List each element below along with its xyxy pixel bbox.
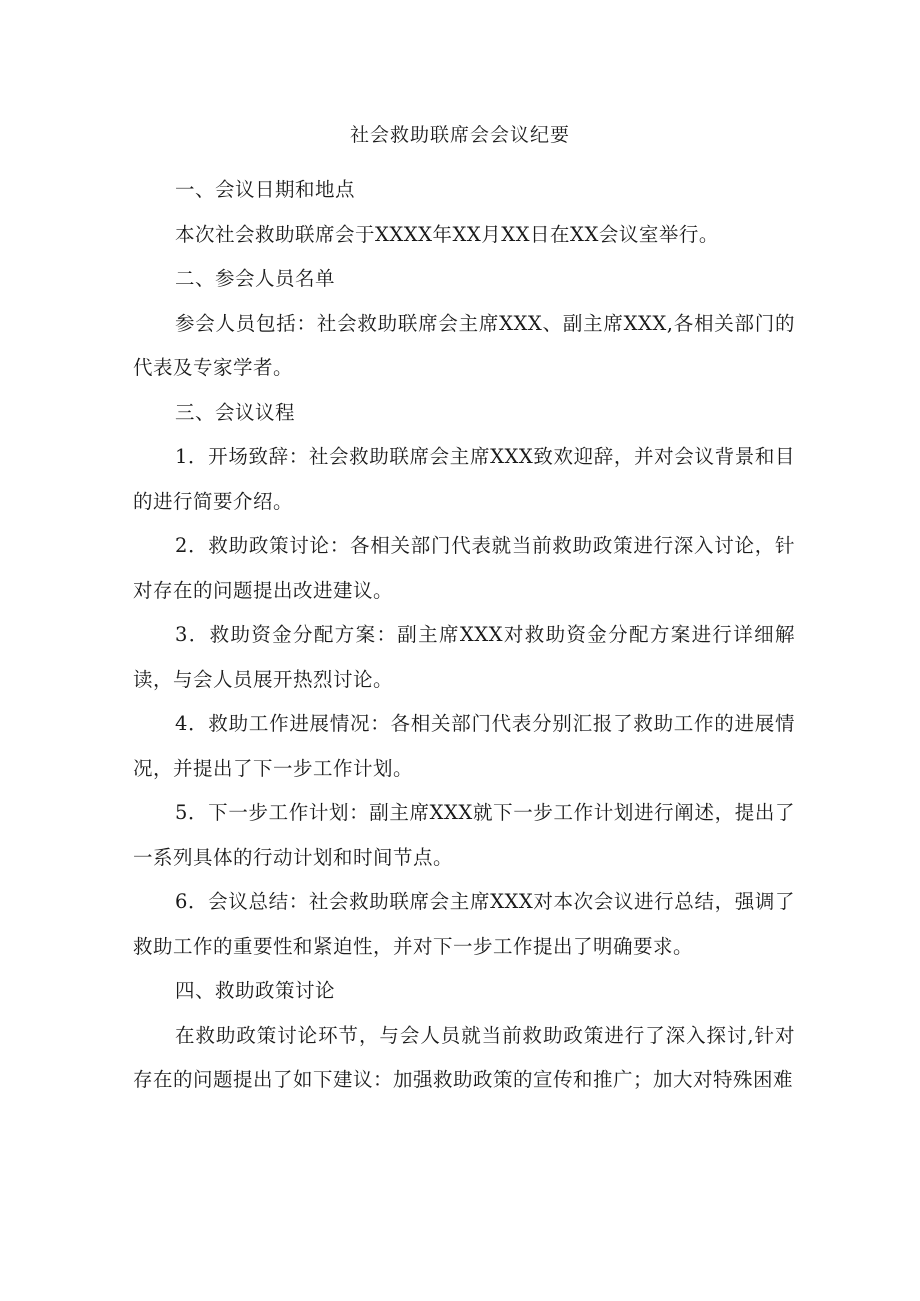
agenda-item-4: 4．救助工作进展情况：各相关部门代表分别汇报了救助工作的进展情况，并提出了下一步工作计划。 (133, 712, 795, 780)
agenda-item-2: 2．救助政策讨论：各相关部门代表就当前救助政策进行深入讨论，针对存在的问题提出改进建议。 (133, 534, 795, 602)
agenda-item-6: 6．会议总结：社会救助联席会主席XXX对本次会议进行总结，强调了救助工作的重要性和紧迫性，并对下一步工作提出了明确要求。 (133, 890, 795, 958)
section-heading-agenda: 三、会议议程 (175, 400, 296, 424)
paragraph-policy-discussion: 在救助政策讨论环节，与会人员就当前救助政策进行了深入探讨,针对存在的问题提出了如下建议：加强救助政策的宣传和推广；加大对特殊困难 (133, 1023, 795, 1091)
agenda-item-3: 3．救助资金分配方案：副主席XXX对救助资金分配方案进行详细解读，与会人员展开热烈讨论。 (133, 623, 795, 691)
agenda-item-1: 1．开场致辞：社会救助联席会主席XXX致欢迎辞，并对会议背景和目的进行简要介绍。 (133, 445, 795, 513)
paragraph-attendees: 参会人员包括：社会救助联席会主席XXX、副主席XXX,各相关部门的代表及专家学者。 (133, 311, 795, 379)
document-title: 社会救助联席会会议纪要 (349, 124, 570, 146)
section-heading-date-location: 一、会议日期和地点 (175, 178, 356, 201)
section-heading-policy-discussion: 四、救助政策讨论 (175, 979, 336, 1002)
section-heading-attendees: 二、参会人员名单 (175, 267, 336, 290)
paragraph-date-location: 本次社会救助联席会于XXXX年XX月XX日在XX会议室举行。 (175, 222, 719, 246)
agenda-item-5: 5．下一步工作计划：副主席XXX就下一步工作计划进行阐述，提出了一系列具体的行动计划和时间节点。 (133, 801, 795, 869)
document-body (133, 168, 795, 1103)
